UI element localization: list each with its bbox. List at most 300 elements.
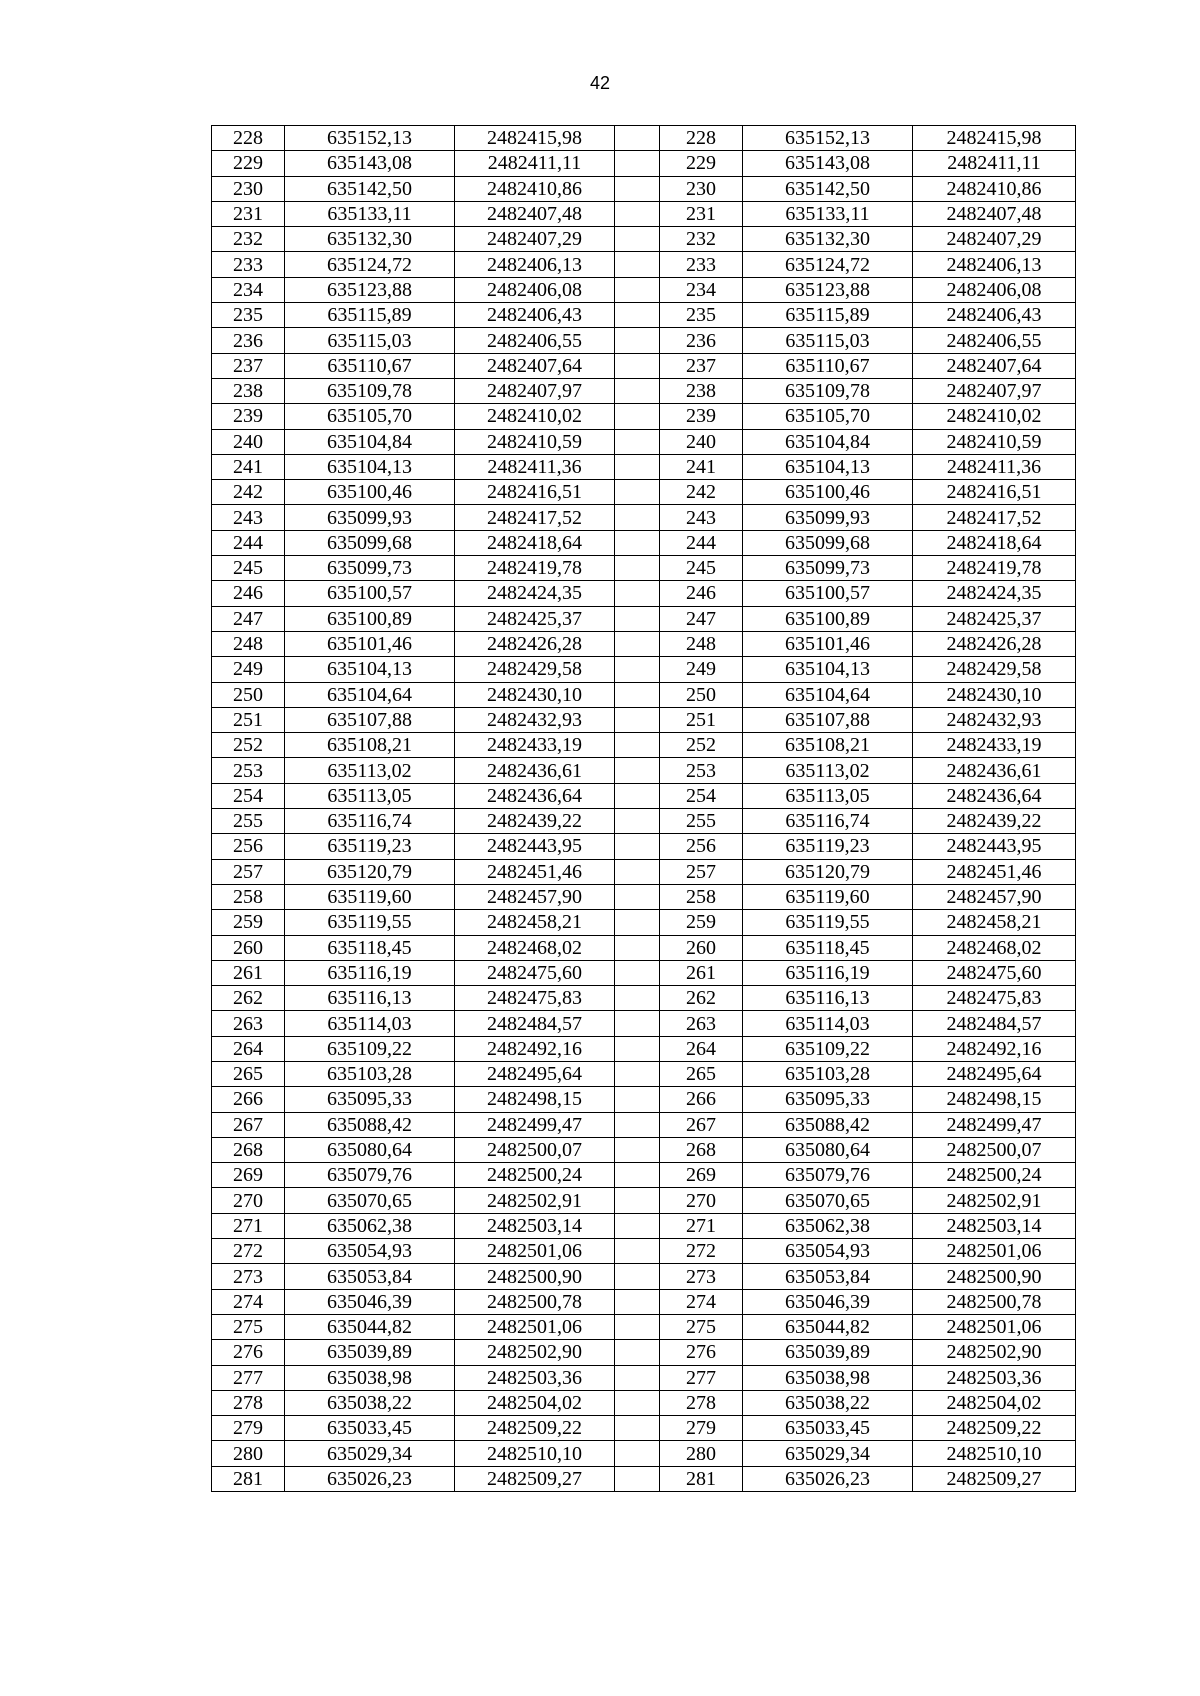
x-coordinate-right: 635104,64 [743, 682, 913, 707]
y-coordinate-left: 2482498,15 [455, 1087, 615, 1112]
x-coordinate-left: 635132,30 [285, 227, 455, 252]
table-row [212, 454, 1076, 479]
x-coordinate-right: 635104,13 [743, 657, 913, 682]
point-number-right: 279 [660, 1416, 743, 1441]
point-number-right: 277 [660, 1365, 743, 1390]
x-coordinate-right: 635116,74 [743, 809, 913, 834]
table-row [212, 1390, 1076, 1415]
x-coordinate-right: 635103,28 [743, 1061, 913, 1086]
table-row [212, 910, 1076, 935]
y-coordinate-right: 2482417,52 [913, 505, 1076, 530]
y-coordinate-left: 2482410,86 [455, 176, 615, 201]
point-number-right: 231 [660, 201, 743, 226]
point-number-right: 274 [660, 1289, 743, 1314]
point-number-left: 266 [212, 1087, 285, 1112]
x-coordinate-right: 635119,23 [743, 834, 913, 859]
point-number-left: 245 [212, 556, 285, 581]
y-coordinate-right: 2482484,57 [913, 1011, 1076, 1036]
point-number-left: 244 [212, 530, 285, 555]
x-coordinate-left: 635080,64 [285, 1137, 455, 1162]
point-number-left: 232 [212, 227, 285, 252]
y-coordinate-right: 2482468,02 [913, 935, 1076, 960]
x-coordinate-left: 635104,84 [285, 429, 455, 454]
y-coordinate-right: 2482439,22 [913, 809, 1076, 834]
x-coordinate-left: 635070,65 [285, 1188, 455, 1213]
point-number-right: 246 [660, 581, 743, 606]
table-row [212, 328, 1076, 353]
point-number-left: 233 [212, 252, 285, 277]
y-coordinate-right: 2482432,93 [913, 707, 1076, 732]
point-number-right: 280 [660, 1441, 743, 1466]
y-coordinate-right: 2482451,46 [913, 859, 1076, 884]
empty-separator-cell [615, 126, 660, 151]
y-coordinate-right: 2482407,97 [913, 378, 1076, 403]
y-coordinate-left: 2482503,36 [455, 1365, 615, 1390]
x-coordinate-left: 635119,60 [285, 884, 455, 909]
x-coordinate-right: 635095,33 [743, 1087, 913, 1112]
point-number-left: 278 [212, 1390, 285, 1415]
table-row [212, 530, 1076, 555]
empty-separator-cell [615, 682, 660, 707]
y-coordinate-left: 2482429,58 [455, 657, 615, 682]
point-number-right: 247 [660, 606, 743, 631]
x-coordinate-left: 635120,79 [285, 859, 455, 884]
point-number-right: 233 [660, 252, 743, 277]
x-coordinate-left: 635026,23 [285, 1466, 455, 1491]
table-row [212, 884, 1076, 909]
x-coordinate-right: 635038,22 [743, 1390, 913, 1415]
x-coordinate-right: 635053,84 [743, 1264, 913, 1289]
empty-separator-cell [615, 505, 660, 530]
table-row [212, 176, 1076, 201]
table-row [212, 1239, 1076, 1264]
y-coordinate-right: 2482458,21 [913, 910, 1076, 935]
y-coordinate-left: 2482443,95 [455, 834, 615, 859]
x-coordinate-right: 635120,79 [743, 859, 913, 884]
x-coordinate-left: 635099,68 [285, 530, 455, 555]
empty-separator-cell [615, 429, 660, 454]
point-number-left: 255 [212, 809, 285, 834]
x-coordinate-right: 635026,23 [743, 1466, 913, 1491]
point-number-right: 259 [660, 910, 743, 935]
y-coordinate-right: 2482500,90 [913, 1264, 1076, 1289]
table-row [212, 1087, 1076, 1112]
point-number-left: 247 [212, 606, 285, 631]
x-coordinate-left: 635110,67 [285, 353, 455, 378]
x-coordinate-left: 635033,45 [285, 1416, 455, 1441]
y-coordinate-right: 2482510,10 [913, 1441, 1076, 1466]
y-coordinate-right: 2482443,95 [913, 834, 1076, 859]
point-number-left: 243 [212, 505, 285, 530]
point-number-left: 239 [212, 404, 285, 429]
y-coordinate-left: 2482500,07 [455, 1137, 615, 1162]
point-number-right: 254 [660, 783, 743, 808]
y-coordinate-left: 2482501,06 [455, 1239, 615, 1264]
x-coordinate-left: 635119,23 [285, 834, 455, 859]
x-coordinate-right: 635133,11 [743, 201, 913, 226]
point-number-left: 270 [212, 1188, 285, 1213]
y-coordinate-left: 2482424,35 [455, 581, 615, 606]
table-row [212, 505, 1076, 530]
x-coordinate-left: 635038,22 [285, 1390, 455, 1415]
y-coordinate-left: 2482509,22 [455, 1416, 615, 1441]
x-coordinate-right: 635080,64 [743, 1137, 913, 1162]
x-coordinate-left: 635038,98 [285, 1365, 455, 1390]
y-coordinate-left: 2482458,21 [455, 910, 615, 935]
y-coordinate-left: 2482439,22 [455, 809, 615, 834]
x-coordinate-left: 635152,13 [285, 126, 455, 151]
y-coordinate-left: 2482416,51 [455, 480, 615, 505]
point-number-left: 273 [212, 1264, 285, 1289]
y-coordinate-right: 2482501,06 [913, 1239, 1076, 1264]
x-coordinate-right: 635115,89 [743, 303, 913, 328]
table-row [212, 201, 1076, 226]
y-coordinate-right: 2482426,28 [913, 631, 1076, 656]
y-coordinate-right: 2482500,24 [913, 1163, 1076, 1188]
point-number-right: 236 [660, 328, 743, 353]
y-coordinate-left: 2482410,59 [455, 429, 615, 454]
x-coordinate-left: 635095,33 [285, 1087, 455, 1112]
y-coordinate-right: 2482495,64 [913, 1061, 1076, 1086]
table-row [212, 758, 1076, 783]
point-number-right: 238 [660, 378, 743, 403]
x-coordinate-left: 635101,46 [285, 631, 455, 656]
empty-separator-cell [615, 1163, 660, 1188]
y-coordinate-left: 2482492,16 [455, 1036, 615, 1061]
point-number-right: 235 [660, 303, 743, 328]
point-number-left: 246 [212, 581, 285, 606]
y-coordinate-right: 2482410,86 [913, 176, 1076, 201]
table-row [212, 252, 1076, 277]
x-coordinate-left: 635119,55 [285, 910, 455, 935]
x-coordinate-right: 635079,76 [743, 1163, 913, 1188]
table-row [212, 353, 1076, 378]
coordinates-table [211, 125, 1076, 1492]
point-number-left: 257 [212, 859, 285, 884]
empty-separator-cell [615, 404, 660, 429]
empty-separator-cell [615, 1441, 660, 1466]
x-coordinate-right: 635105,70 [743, 404, 913, 429]
x-coordinate-right: 635109,78 [743, 378, 913, 403]
table-row [212, 1213, 1076, 1238]
y-coordinate-left: 2482411,11 [455, 151, 615, 176]
y-coordinate-right: 2482492,16 [913, 1036, 1076, 1061]
coordinates-table-body [212, 126, 1076, 1492]
point-number-right: 237 [660, 353, 743, 378]
x-coordinate-left: 635105,70 [285, 404, 455, 429]
y-coordinate-right: 2482503,14 [913, 1213, 1076, 1238]
empty-separator-cell [615, 1365, 660, 1390]
point-number-left: 260 [212, 935, 285, 960]
y-coordinate-left: 2482499,47 [455, 1112, 615, 1137]
point-number-left: 275 [212, 1314, 285, 1339]
point-number-right: 271 [660, 1213, 743, 1238]
y-coordinate-right: 2482498,15 [913, 1087, 1076, 1112]
table-row [212, 606, 1076, 631]
x-coordinate-left: 635088,42 [285, 1112, 455, 1137]
x-coordinate-right: 635110,67 [743, 353, 913, 378]
table-row [212, 707, 1076, 732]
point-number-right: 244 [660, 530, 743, 555]
point-number-left: 241 [212, 454, 285, 479]
y-coordinate-right: 2482504,02 [913, 1390, 1076, 1415]
empty-separator-cell [615, 1340, 660, 1365]
point-number-right: 269 [660, 1163, 743, 1188]
point-number-left: 252 [212, 733, 285, 758]
empty-separator-cell [615, 1087, 660, 1112]
y-coordinate-left: 2482451,46 [455, 859, 615, 884]
empty-separator-cell [615, 631, 660, 656]
x-coordinate-left: 635104,13 [285, 657, 455, 682]
empty-separator-cell [615, 733, 660, 758]
point-number-left: 254 [212, 783, 285, 808]
table-row [212, 1036, 1076, 1061]
point-number-right: 260 [660, 935, 743, 960]
x-coordinate-right: 635038,98 [743, 1365, 913, 1390]
empty-separator-cell [615, 935, 660, 960]
x-coordinate-right: 635142,50 [743, 176, 913, 201]
table-row [212, 581, 1076, 606]
x-coordinate-right: 635152,13 [743, 126, 913, 151]
point-number-right: 261 [660, 960, 743, 985]
table-row [212, 1061, 1076, 1086]
y-coordinate-right: 2482429,58 [913, 657, 1076, 682]
y-coordinate-left: 2482425,37 [455, 606, 615, 631]
point-number-left: 258 [212, 884, 285, 909]
empty-separator-cell [615, 378, 660, 403]
y-coordinate-right: 2482407,29 [913, 227, 1076, 252]
point-number-right: 248 [660, 631, 743, 656]
x-coordinate-left: 635044,82 [285, 1314, 455, 1339]
point-number-right: 258 [660, 884, 743, 909]
empty-separator-cell [615, 277, 660, 302]
y-coordinate-left: 2482417,52 [455, 505, 615, 530]
y-coordinate-left: 2482510,10 [455, 1441, 615, 1466]
y-coordinate-left: 2482411,36 [455, 454, 615, 479]
point-number-left: 248 [212, 631, 285, 656]
empty-separator-cell [615, 1112, 660, 1137]
y-coordinate-left: 2482457,90 [455, 884, 615, 909]
table-row [212, 935, 1076, 960]
y-coordinate-right: 2482502,90 [913, 1340, 1076, 1365]
x-coordinate-left: 635046,39 [285, 1289, 455, 1314]
y-coordinate-left: 2482501,06 [455, 1314, 615, 1339]
y-coordinate-right: 2482425,37 [913, 606, 1076, 631]
point-number-right: 255 [660, 809, 743, 834]
x-coordinate-left: 635099,73 [285, 556, 455, 581]
table-row [212, 733, 1076, 758]
x-coordinate-right: 635107,88 [743, 707, 913, 732]
point-number-right: 249 [660, 657, 743, 682]
x-coordinate-left: 635109,22 [285, 1036, 455, 1061]
y-coordinate-left: 2482475,60 [455, 960, 615, 985]
x-coordinate-left: 635103,28 [285, 1061, 455, 1086]
point-number-left: 259 [212, 910, 285, 935]
x-coordinate-left: 635116,19 [285, 960, 455, 985]
table-row [212, 859, 1076, 884]
empty-separator-cell [615, 1213, 660, 1238]
y-coordinate-left: 2482436,64 [455, 783, 615, 808]
point-number-left: 251 [212, 707, 285, 732]
point-number-right: 262 [660, 986, 743, 1011]
y-coordinate-left: 2482407,64 [455, 353, 615, 378]
y-coordinate-right: 2482410,59 [913, 429, 1076, 454]
table-row [212, 1466, 1076, 1491]
y-coordinate-right: 2482501,06 [913, 1314, 1076, 1339]
point-number-left: 276 [212, 1340, 285, 1365]
x-coordinate-right: 635099,93 [743, 505, 913, 530]
point-number-left: 261 [212, 960, 285, 985]
empty-separator-cell [615, 960, 660, 985]
page-number: 42 [589, 73, 611, 93]
x-coordinate-right: 635118,45 [743, 935, 913, 960]
x-coordinate-left: 635029,34 [285, 1441, 455, 1466]
table-row [212, 809, 1076, 834]
y-coordinate-right: 2482411,11 [913, 151, 1076, 176]
table-row [212, 378, 1076, 403]
y-coordinate-left: 2482503,14 [455, 1213, 615, 1238]
point-number-right: 239 [660, 404, 743, 429]
table-row [212, 1112, 1076, 1137]
y-coordinate-left: 2482475,83 [455, 986, 615, 1011]
x-coordinate-right: 635104,84 [743, 429, 913, 454]
x-coordinate-right: 635109,22 [743, 1036, 913, 1061]
x-coordinate-left: 635113,02 [285, 758, 455, 783]
y-coordinate-left: 2482426,28 [455, 631, 615, 656]
x-coordinate-right: 635104,13 [743, 454, 913, 479]
y-coordinate-right: 2482406,55 [913, 328, 1076, 353]
point-number-left: 280 [212, 1441, 285, 1466]
table-row [212, 480, 1076, 505]
y-coordinate-left: 2482436,61 [455, 758, 615, 783]
table-row [212, 126, 1076, 151]
table-row [212, 1365, 1076, 1390]
x-coordinate-right: 635062,38 [743, 1213, 913, 1238]
empty-separator-cell [615, 986, 660, 1011]
point-number-left: 272 [212, 1239, 285, 1264]
x-coordinate-left: 635133,11 [285, 201, 455, 226]
x-coordinate-left: 635118,45 [285, 935, 455, 960]
point-number-left: 250 [212, 682, 285, 707]
y-coordinate-left: 2482430,10 [455, 682, 615, 707]
x-coordinate-left: 635053,84 [285, 1264, 455, 1289]
empty-separator-cell [615, 859, 660, 884]
y-coordinate-right: 2482500,07 [913, 1137, 1076, 1162]
y-coordinate-right: 2482475,60 [913, 960, 1076, 985]
x-coordinate-right: 635113,02 [743, 758, 913, 783]
point-number-left: 237 [212, 353, 285, 378]
point-number-left: 281 [212, 1466, 285, 1491]
empty-separator-cell [615, 480, 660, 505]
point-number-left: 234 [212, 277, 285, 302]
x-coordinate-right: 635116,19 [743, 960, 913, 985]
y-coordinate-right: 2482418,64 [913, 530, 1076, 555]
y-coordinate-left: 2482418,64 [455, 530, 615, 555]
point-number-left: 269 [212, 1163, 285, 1188]
x-coordinate-left: 635116,13 [285, 986, 455, 1011]
y-coordinate-left: 2482415,98 [455, 126, 615, 151]
empty-separator-cell [615, 1061, 660, 1086]
x-coordinate-right: 635101,46 [743, 631, 913, 656]
y-coordinate-right: 2482436,61 [913, 758, 1076, 783]
table-row [212, 960, 1076, 985]
y-coordinate-right: 2482407,48 [913, 201, 1076, 226]
empty-separator-cell [615, 809, 660, 834]
point-number-right: 234 [660, 277, 743, 302]
x-coordinate-right: 635143,08 [743, 151, 913, 176]
y-coordinate-right: 2482475,83 [913, 986, 1076, 1011]
table-row [212, 657, 1076, 682]
table-row [212, 1314, 1076, 1339]
empty-separator-cell [615, 328, 660, 353]
x-coordinate-right: 635054,93 [743, 1239, 913, 1264]
point-number-right: 256 [660, 834, 743, 859]
y-coordinate-left: 2482433,19 [455, 733, 615, 758]
point-number-right: 278 [660, 1390, 743, 1415]
y-coordinate-right: 2482430,10 [913, 682, 1076, 707]
empty-separator-cell [615, 1137, 660, 1162]
point-number-left: 274 [212, 1289, 285, 1314]
y-coordinate-right: 2482416,51 [913, 480, 1076, 505]
empty-separator-cell [615, 530, 660, 555]
point-number-right: 276 [660, 1340, 743, 1365]
table-row [212, 631, 1076, 656]
x-coordinate-left: 635104,64 [285, 682, 455, 707]
y-coordinate-left: 2482406,13 [455, 252, 615, 277]
point-number-left: 230 [212, 176, 285, 201]
empty-separator-cell [615, 783, 660, 808]
empty-separator-cell [615, 707, 660, 732]
empty-separator-cell [615, 201, 660, 226]
point-number-right: 245 [660, 556, 743, 581]
x-coordinate-right: 635132,30 [743, 227, 913, 252]
point-number-left: 268 [212, 1137, 285, 1162]
empty-separator-cell [615, 151, 660, 176]
empty-separator-cell [615, 176, 660, 201]
empty-separator-cell [615, 606, 660, 631]
table-row [212, 986, 1076, 1011]
point-number-left: 271 [212, 1213, 285, 1238]
point-number-left: 235 [212, 303, 285, 328]
x-coordinate-right: 635119,60 [743, 884, 913, 909]
point-number-right: 264 [660, 1036, 743, 1061]
x-coordinate-left: 635062,38 [285, 1213, 455, 1238]
x-coordinate-left: 635124,72 [285, 252, 455, 277]
point-number-right: 263 [660, 1011, 743, 1036]
y-coordinate-right: 2482406,13 [913, 252, 1076, 277]
point-number-right: 228 [660, 126, 743, 151]
table-row [212, 1011, 1076, 1036]
y-coordinate-left: 2482504,02 [455, 1390, 615, 1415]
x-coordinate-right: 635099,73 [743, 556, 913, 581]
y-coordinate-right: 2482433,19 [913, 733, 1076, 758]
x-coordinate-right: 635119,55 [743, 910, 913, 935]
point-number-left: 238 [212, 378, 285, 403]
table-row [212, 227, 1076, 252]
x-coordinate-left: 635107,88 [285, 707, 455, 732]
x-coordinate-right: 635113,05 [743, 783, 913, 808]
table-row [212, 834, 1076, 859]
table-row [212, 1289, 1076, 1314]
y-coordinate-right: 2482419,78 [913, 556, 1076, 581]
empty-separator-cell [615, 1314, 660, 1339]
x-coordinate-right: 635100,46 [743, 480, 913, 505]
point-number-left: 256 [212, 834, 285, 859]
y-coordinate-right: 2482502,91 [913, 1188, 1076, 1213]
x-coordinate-left: 635100,46 [285, 480, 455, 505]
empty-separator-cell [615, 1011, 660, 1036]
point-number-left: 253 [212, 758, 285, 783]
